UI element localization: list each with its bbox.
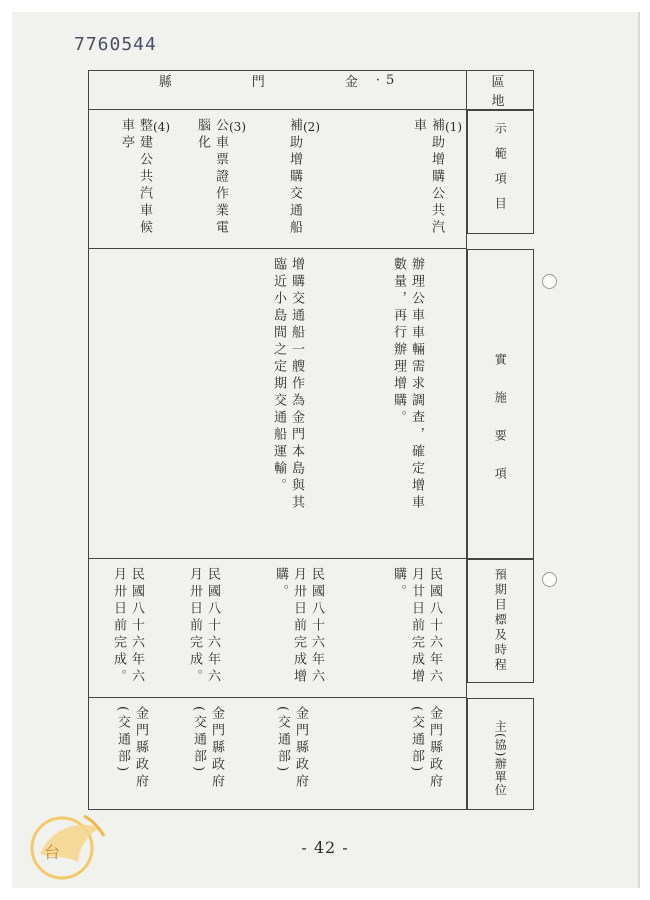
schedule-4: 民國八十六年六月卅日前完成。 — [111, 567, 144, 686]
items-content-cell — [89, 110, 467, 249]
item-3 — [193, 118, 246, 248]
item-1-text: 補助增購公共汽車 — [411, 118, 444, 237]
item-2-number: (2) — [303, 120, 320, 134]
schedule-1: 民國八十六年六月廿日前完成增購。 — [391, 567, 442, 686]
units-label: 主(協)辦單位 — [493, 720, 508, 797]
header-separator: · — [375, 73, 382, 88]
item-2-text: 補助增購交通船 — [287, 118, 302, 237]
units-label-cell — [467, 698, 534, 810]
item-3-number: (3) — [229, 120, 246, 134]
schedule-label-cell — [467, 559, 534, 683]
header-region-cell: 區 地 — [467, 71, 534, 110]
archive-logo-icon — [22, 806, 114, 884]
items-row — [89, 110, 534, 249]
header-number: 5 — [385, 73, 397, 88]
units-content-cell — [89, 698, 467, 810]
item-2 — [285, 118, 320, 237]
item-4 — [117, 118, 170, 248]
punch-hole-upper — [542, 274, 557, 289]
header-char-1: 縣 — [158, 75, 174, 90]
units-row — [89, 698, 534, 810]
schedule-content-cell — [89, 559, 467, 698]
unit-4: 金門縣政府(交通部) — [115, 706, 148, 791]
item-4-text: 整建公共汽車候車亭 — [119, 118, 152, 237]
unit-1: 金門縣政府(交通部) — [409, 706, 442, 791]
items-label-cell — [467, 110, 534, 234]
unit-2: 金門縣政府(交通部) — [275, 706, 308, 791]
action-2: 增購交通船一艘作為金門本島與其臨近小島間之定期交通船運輸。 — [271, 257, 304, 512]
punch-hole-lower — [542, 572, 557, 587]
unit-3: 金門縣政府(交通部) — [191, 706, 224, 791]
schedule-2: 民國八十六年六月卅日前完成增購。 — [273, 567, 324, 686]
actions-label: 實施要項 — [493, 352, 508, 505]
header-char-2: 門 — [251, 75, 267, 90]
item-3-text: 公車票證作業電腦化 — [195, 118, 228, 237]
actions-row — [89, 249, 534, 559]
schedule-row — [89, 559, 534, 698]
actions-content-cell — [89, 249, 467, 559]
items-label: 示範項目 — [493, 122, 508, 222]
schedule-label: 預期目標及時程 — [493, 568, 508, 673]
table-header-row — [89, 71, 534, 110]
item-1 — [409, 118, 462, 248]
page-number: - 42 - — [301, 838, 349, 857]
schedule-3: 民國八十六年六月卅日前完成。 — [187, 567, 220, 686]
header-char-3: 金 — [344, 75, 360, 90]
item-1-number: (1) — [445, 120, 462, 134]
logo-text: 台 — [44, 843, 61, 862]
plan-table — [88, 70, 534, 810]
document-number: 7760544 — [74, 34, 157, 55]
action-1: 辦理公車車輛需求調查，確定增車數量，再行辦理增購。 — [391, 257, 424, 512]
actions-label-cell — [467, 249, 534, 559]
item-4-number: (4) — [153, 120, 170, 134]
header-title-cell — [89, 71, 467, 110]
